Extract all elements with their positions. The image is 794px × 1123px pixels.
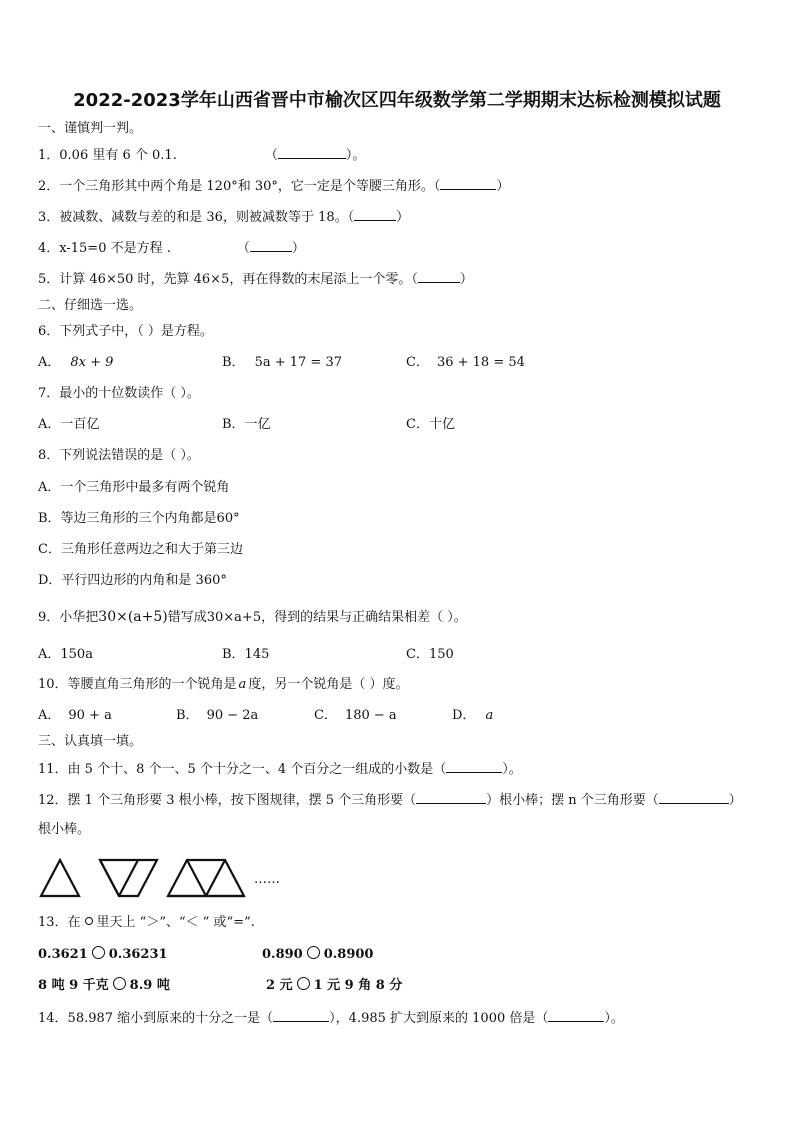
triangle-figure-1 — [41, 860, 79, 896]
q7-option-b[interactable]: B．一亿 — [222, 417, 271, 432]
q12-text: 12．摆 1 个三角形要 3 根小棒，按下图规律，摆 5 个三角形要（ — [38, 793, 417, 808]
q6-option-a[interactable] — [38, 354, 113, 372]
q8-option-d[interactable]: D．平行四边形的内角和是 360° — [38, 573, 227, 588]
q10-option-a[interactable] — [38, 707, 112, 725]
q10-option-c-expr: 180 − a — [344, 708, 397, 723]
compare-circle-1[interactable] — [92, 946, 105, 959]
q14-mid: ），4.985 扩大到原来的 1000 倍是（ — [329, 1011, 549, 1026]
triangle-figure-3 — [168, 860, 244, 896]
question-4-open: （ — [236, 241, 250, 256]
q10-option-a-expr: 90 + a — [68, 708, 112, 723]
answer-blank-5[interactable] — [418, 270, 460, 283]
q10-option-b-label: B． — [176, 708, 199, 723]
triangle-pattern-figure — [36, 855, 276, 901]
question-10 — [38, 676, 408, 694]
q13-4-right: 1 元 9 角 8 分 — [313, 978, 403, 993]
q10-option-b[interactable] — [176, 707, 258, 725]
question-2 — [38, 177, 509, 196]
q13-2-left: 0.890 — [262, 947, 303, 962]
section-heading-2: 二、仔细选一选。 — [38, 298, 143, 313]
question-12 — [38, 791, 742, 810]
question-1-open: （ — [264, 148, 278, 163]
q10-option-c[interactable] — [314, 707, 397, 725]
section-heading-1: 一、谨慎判一判。 — [38, 121, 143, 136]
answer-blank-11[interactable] — [446, 760, 502, 773]
q12-ellipsis: …… — [254, 872, 280, 887]
q9-text-mid: 错写成 — [167, 610, 207, 625]
q13-1-left: 0.3621 — [38, 947, 88, 962]
q8-option-b[interactable]: B．等边三角形的三个内角都是60° — [38, 511, 240, 526]
question-11 — [38, 760, 522, 779]
q9-option-b[interactable]: B．145 — [222, 647, 270, 662]
q7-option-a[interactable]: A．一百亿 — [38, 417, 100, 432]
answer-blank-12b[interactable] — [659, 791, 729, 804]
q12-mid: ）根小棒；摆 n 个三角形要（ — [486, 793, 659, 808]
answer-blank-14b[interactable] — [548, 1009, 604, 1022]
q14-close: ）。 — [604, 1011, 624, 1026]
q13-1-right: 0.36231 — [108, 947, 168, 962]
answer-blank-4[interactable] — [250, 239, 292, 252]
question-9 — [38, 608, 467, 627]
answer-blank-3[interactable] — [354, 208, 396, 221]
triangle-figure-2 — [100, 860, 157, 896]
q9-option-c[interactable]: C．150 — [406, 647, 454, 662]
q13-compare-2 — [262, 946, 373, 964]
compare-circle-3[interactable] — [113, 977, 126, 990]
q8-option-a[interactable]: A．一个三角形中最多有两个锐角 — [38, 480, 230, 495]
q10-option-b-expr: 90 − 2a — [206, 708, 259, 723]
q7-option-c[interactable]: C．十亿 — [406, 417, 455, 432]
q13-3-right: 8.9 吨 — [129, 978, 170, 993]
question-14 — [38, 1009, 624, 1028]
question-13 — [38, 914, 255, 932]
compare-circle-2[interactable] — [307, 946, 320, 959]
q10-option-d-label: D． — [452, 708, 476, 723]
q9-text-post: ，得到的结果与正确结果相差（ ）。 — [261, 610, 467, 625]
answer-blank-1[interactable] — [278, 146, 346, 159]
question-7: 7．最小的十位数读作（ ）。 — [38, 386, 200, 401]
q13-compare-1 — [38, 946, 168, 964]
question-5-close: ） — [459, 272, 473, 287]
question-6: 6．下列式子中，（ ）是方程。 — [38, 324, 213, 339]
q13-3-left: 8 吨 9 千克 — [38, 978, 109, 993]
question-8: 8．下列说法错误的是（ ）。 — [38, 448, 200, 463]
q9-expression-wrong: 30×a+5 — [206, 610, 262, 625]
q13-compare-3 — [38, 977, 170, 995]
question-5-text: 5．计算 46×50 时，先算 46×5，再在得数的末尾添上一个零。（ — [38, 272, 418, 287]
question-3-text: 3．被减数、减数与差的和是 36，则被减数等于 18。（ — [38, 210, 355, 225]
q10-option-a-label: A． — [38, 708, 61, 723]
q10-variable: a — [238, 677, 247, 692]
q12-close: ） — [728, 793, 742, 808]
question-12-line2: 根小棒。 — [38, 822, 91, 837]
answer-blank-12a[interactable] — [416, 791, 486, 804]
question-1-text: 1．0.06 里有 6 个 0.1. — [38, 148, 177, 163]
q6-option-b-expr: 5a + 17 = 37 — [254, 355, 342, 370]
section-heading-3: 三、认真填一填。 — [38, 734, 143, 749]
q14-text: 14．58.987 缩小到原来的十分之一是（ — [38, 1011, 274, 1026]
question-4-close: ） — [291, 241, 305, 256]
q9-option-a[interactable]: A．150a — [38, 647, 93, 662]
q6-option-c-expr: 36 + 18 = 54 — [436, 355, 525, 370]
q6-option-c[interactable] — [406, 354, 525, 372]
question-3-close: ） — [396, 210, 410, 225]
answer-blank-2[interactable] — [440, 177, 496, 190]
q8-option-c[interactable]: C．三角形任意两边之和大于第三边 — [38, 542, 243, 557]
q10-option-d[interactable] — [452, 707, 493, 725]
q13-2-right: 0.8900 — [323, 947, 374, 962]
compare-circle-4[interactable] — [297, 977, 310, 990]
q10-text-pre: 10．等腰直角三角形的一个锐角是 — [38, 677, 237, 692]
question-1 — [38, 146, 365, 165]
question-5 — [38, 270, 473, 289]
question-3 — [38, 208, 409, 227]
answer-blank-14a[interactable] — [273, 1009, 329, 1022]
q11-close: ）。 — [502, 762, 522, 777]
q13-text-pre: 13．在 — [38, 915, 81, 930]
question-1-close: ）。 — [345, 148, 366, 163]
circle-icon — [85, 917, 93, 925]
q10-option-d-expr: a — [485, 708, 494, 723]
question-2-text: 2．一个三角形其中两个角是 120°和 30°，它一定是个等腰三角形。（ — [38, 179, 441, 194]
page-title: 2022-2023学年山西省晋中市榆次区四年级数学第二学期期末达标检测模拟试题 — [73, 90, 721, 111]
q13-compare-4 — [266, 977, 402, 995]
q10-option-c-label: C． — [314, 708, 337, 723]
question-4 — [38, 239, 305, 258]
question-4-text: 4．x-15=0 不是方程 . — [38, 241, 171, 256]
q6-option-b[interactable] — [222, 354, 342, 372]
q6-option-b-label: B． — [222, 355, 245, 370]
q6-option-c-label: C． — [406, 355, 429, 370]
q9-text-pre: 9．小华把 — [38, 610, 99, 625]
q10-text-post: 度，另一个锐角是（ ）度。 — [248, 677, 409, 692]
q9-expression-correct: 30×(a+5) — [98, 609, 168, 625]
q11-text: 11．由 5 个十、8 个一、5 个十分之一、4 个百分之一组成的小数是（ — [38, 762, 447, 777]
question-2-close: ） — [496, 179, 510, 194]
q6-option-a-label: A． — [38, 355, 61, 370]
q13-4-left: 2 元 — [266, 978, 293, 993]
q6-option-a-expr: 8x + 9 — [70, 355, 114, 370]
q13-text-post: 里天上 “＞”、“＜ ” 或“=”. — [96, 915, 255, 930]
